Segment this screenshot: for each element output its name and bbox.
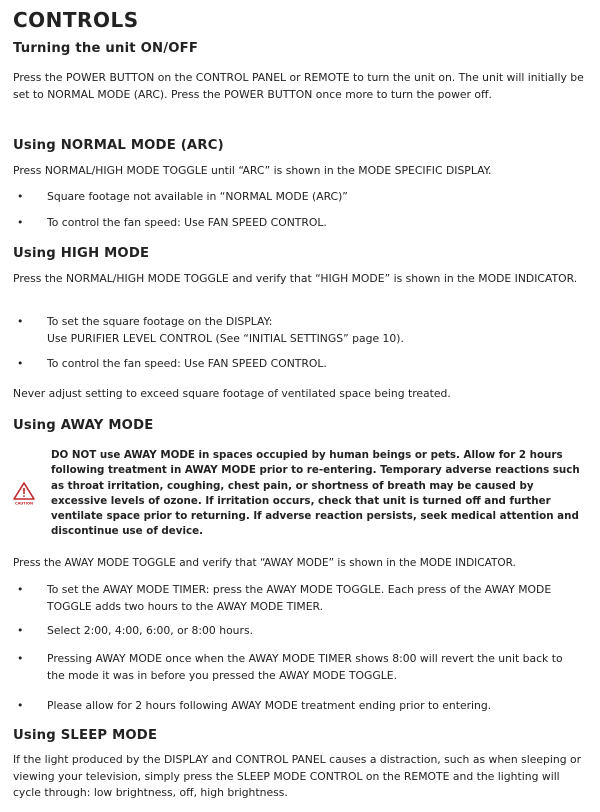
- high-note: Never adjust setting to exceed square footage of ventilated space being treated.: [13, 387, 451, 400]
- normal-body: Press NORMAL/HIGH MODE TOGGLE until “ARC” is shown in the MODE SPECIFIC DISPLAY.: [13, 164, 492, 177]
- bullet-icon: •: [17, 216, 24, 229]
- bullet-icon: •: [17, 357, 24, 370]
- caution-warning: [13, 448, 587, 540]
- section-heading-sleep: Using SLEEP MODE: [13, 728, 158, 743]
- onoff-body: Press the POWER BUTTON on the CONTROL PANEL or REMOTE to turn the unit on. The unit will initially be set to NORMAL MODE (ARC). Press the POWER BUTTON once more to turn the power off.: [13, 71, 584, 101]
- bullet-icon: •: [17, 652, 24, 665]
- bullet-icon: •: [17, 699, 24, 712]
- caution-label: CAUTION: [14, 501, 34, 506]
- bullet-icon: •: [17, 624, 24, 637]
- section-heading-onoff: Turning the unit ON/OFF: [13, 41, 199, 56]
- section-heading-away: Using AWAY MODE: [13, 418, 154, 433]
- away-body: Press the AWAY MODE TOGGLE and verify that “AWAY MODE” is shown in the MODE INDICATOR.: [13, 557, 516, 569]
- page-title: CONTROLS: [13, 8, 139, 32]
- bullet-icon: •: [17, 190, 24, 203]
- section-heading-high: Using HIGH MODE: [13, 246, 150, 261]
- bullet-icon: •: [17, 315, 24, 328]
- section-heading-normal: Using NORMAL MODE (ARC): [13, 138, 224, 153]
- sleep-body: If the light produced by the DISPLAY and CONTROL PANEL causes a distraction, such as when sleeping or viewing your television, simply press the SLEEP MODE CONTROL on the REMOTE and the lighting will cycle through: low brightness, off, high brightness.: [13, 753, 582, 799]
- high-body: Press the NORMAL/HIGH MODE TOGGLE and verify that “HIGH MODE” is shown in the MODE INDICATOR.: [13, 272, 578, 285]
- warning-text: DO NOT use AWAY MODE in spaces occupied by human beings or pets. Allow for 2 hours following treatment in AWAY MODE prior to re-entering. Temporary adverse reactions such as throat irritation, coughing, chest pain, or shortness of breath may be caused by excessive levels of ozone. If irritation occurs, check that unit is turned off and further ventilate space prior to returning. If adverse reaction persists, seek medical attention and discontinue use of device.: [51, 449, 580, 538]
- caution-icon: [13, 482, 35, 506]
- bullet-icon: •: [17, 583, 24, 596]
